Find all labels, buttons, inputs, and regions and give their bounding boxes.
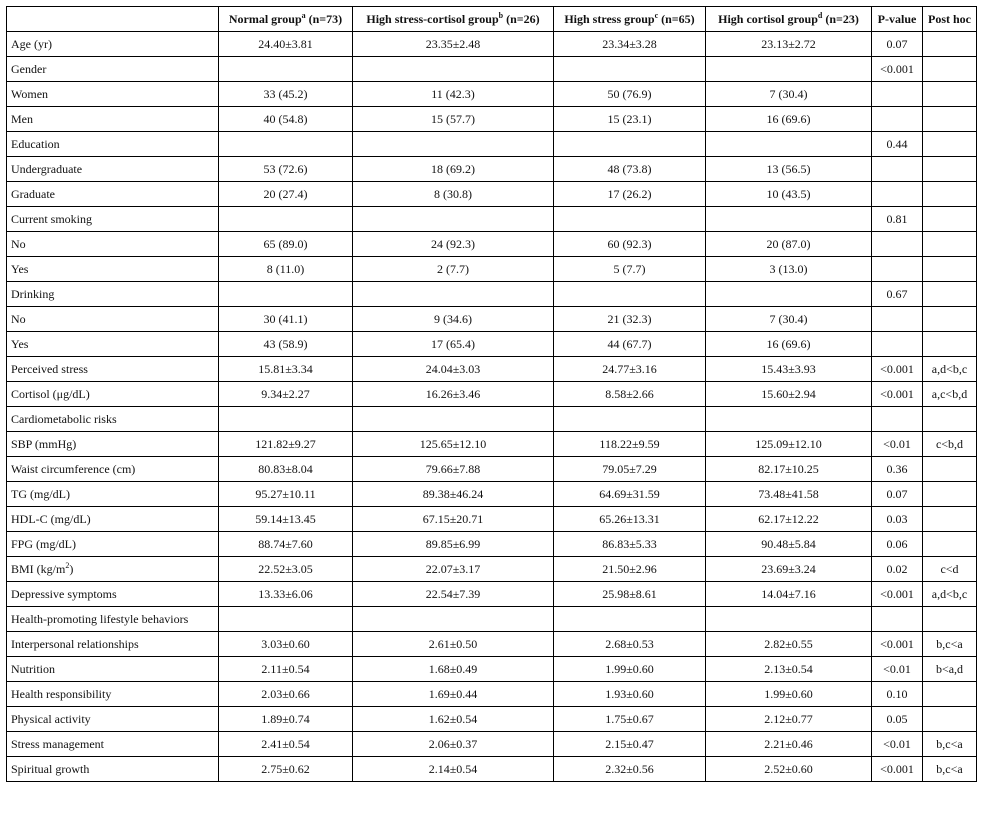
table-row: [7, 432, 977, 457]
cell-high-stress: [554, 132, 706, 157]
header-high-cortisol-group: High cortisol group$^d$ (n=23): [706, 7, 872, 32]
cell-p-value: [872, 307, 923, 332]
cell-variable: No: [7, 307, 219, 332]
cell-high-stress-cortisol: 89.38±46.24: [353, 482, 554, 507]
table-row: [7, 132, 977, 157]
cell-p-value: [872, 157, 923, 182]
characteristics-table: [6, 6, 977, 782]
table-row: [7, 82, 977, 107]
cell-high-stress-cortisol: [353, 207, 554, 232]
cell-high-stress: 79.05±7.29: [554, 457, 706, 482]
cell-post-hoc: b,c<a: [923, 632, 977, 657]
cell-p-value: <0.001: [872, 632, 923, 657]
cell-post-hoc: [923, 257, 977, 282]
table-row: [7, 232, 977, 257]
cell-variable: Cardiometabolic risks: [7, 407, 219, 432]
cell-high-cortisol: 23.13±2.72: [706, 32, 872, 57]
cell-high-cortisol: [706, 407, 872, 432]
cell-normal: [219, 607, 353, 632]
cell-variable: SBP (mmHg): [7, 432, 219, 457]
table-row: [7, 682, 977, 707]
cell-high-cortisol: [706, 282, 872, 307]
table-row: [7, 532, 977, 557]
cell-high-stress-cortisol: 11 (42.3): [353, 82, 554, 107]
cell-p-value: 0.07: [872, 32, 923, 57]
cell-high-stress-cortisol: [353, 407, 554, 432]
cell-p-value: 0.10: [872, 682, 923, 707]
table-row: [7, 732, 977, 757]
header-p-value: P-value: [872, 7, 923, 32]
cell-high-stress: 86.83±5.33: [554, 532, 706, 557]
cell-post-hoc: [923, 607, 977, 632]
cell-post-hoc: [923, 682, 977, 707]
cell-post-hoc: [923, 707, 977, 732]
cell-normal: [219, 132, 353, 157]
cell-high-cortisol: 2.82±0.55: [706, 632, 872, 657]
cell-p-value: <0.001: [872, 57, 923, 82]
cell-high-stress-cortisol: 1.69±0.44: [353, 682, 554, 707]
cell-p-value: <0.01: [872, 657, 923, 682]
cell-variable: FPG (mg/dL): [7, 532, 219, 557]
cell-post-hoc: a,d<b,c: [923, 582, 977, 607]
cell-high-stress: 17 (26.2): [554, 182, 706, 207]
cell-post-hoc: [923, 132, 977, 157]
cell-high-stress-cortisol: 89.85±6.99: [353, 532, 554, 557]
table-row: [7, 607, 977, 632]
table-body: [7, 32, 977, 782]
cell-high-stress: 25.98±8.61: [554, 582, 706, 607]
cell-p-value: <0.01: [872, 432, 923, 457]
cell-high-cortisol: 15.43±3.93: [706, 357, 872, 382]
cell-p-value: <0.01: [872, 732, 923, 757]
cell-post-hoc: b<a,d: [923, 657, 977, 682]
cell-post-hoc: [923, 57, 977, 82]
cell-variable: Waist circumference (cm): [7, 457, 219, 482]
cell-high-stress-cortisol: 22.07±3.17: [353, 557, 554, 582]
cell-high-stress: 21.50±2.96: [554, 557, 706, 582]
table-row: [7, 207, 977, 232]
cell-high-stress-cortisol: 1.68±0.49: [353, 657, 554, 682]
cell-p-value: <0.001: [872, 357, 923, 382]
cell-normal: 2.03±0.66: [219, 682, 353, 707]
cell-normal: 13.33±6.06: [219, 582, 353, 607]
cell-normal: 88.74±7.60: [219, 532, 353, 557]
cell-high-stress-cortisol: 9 (34.6): [353, 307, 554, 332]
table-row: [7, 32, 977, 57]
cell-post-hoc: [923, 207, 977, 232]
cell-variable: Depressive symptoms: [7, 582, 219, 607]
cell-normal: 1.89±0.74: [219, 707, 353, 732]
cell-high-stress: 2.32±0.56: [554, 757, 706, 782]
cell-variable: TG (mg/dL): [7, 482, 219, 507]
cell-high-stress: 23.34±3.28: [554, 32, 706, 57]
cell-p-value: [872, 332, 923, 357]
cell-high-stress: 60 (92.3): [554, 232, 706, 257]
cell-p-value: [872, 182, 923, 207]
cell-high-cortisol: 20 (87.0): [706, 232, 872, 257]
cell-high-cortisol: [706, 57, 872, 82]
cell-normal: 9.34±2.27: [219, 382, 353, 407]
cell-post-hoc: [923, 532, 977, 557]
cell-high-cortisol: 7 (30.4): [706, 82, 872, 107]
cell-high-stress-cortisol: 67.15±20.71: [353, 507, 554, 532]
cell-high-cortisol: 1.99±0.60: [706, 682, 872, 707]
cell-high-cortisol: 15.60±2.94: [706, 382, 872, 407]
cell-high-cortisol: 2.52±0.60: [706, 757, 872, 782]
cell-normal: 53 (72.6): [219, 157, 353, 182]
cell-high-stress-cortisol: 1.62±0.54: [353, 707, 554, 732]
cell-high-cortisol: 13 (56.5): [706, 157, 872, 182]
cell-p-value: <0.001: [872, 382, 923, 407]
cell-post-hoc: [923, 157, 977, 182]
cell-variable: Gender: [7, 57, 219, 82]
cell-p-value: 0.44: [872, 132, 923, 157]
cell-high-stress-cortisol: 2.06±0.37: [353, 732, 554, 757]
cell-high-stress-cortisol: 23.35±2.48: [353, 32, 554, 57]
cell-variable: Men: [7, 107, 219, 132]
cell-p-value: [872, 407, 923, 432]
cell-high-cortisol: 14.04±7.16: [706, 582, 872, 607]
cell-post-hoc: [923, 457, 977, 482]
cell-p-value: <0.001: [872, 757, 923, 782]
cell-high-stress-cortisol: 18 (69.2): [353, 157, 554, 182]
cell-high-stress: 118.22±9.59: [554, 432, 706, 457]
cell-normal: 8 (11.0): [219, 257, 353, 282]
cell-high-cortisol: 125.09±12.10: [706, 432, 872, 457]
table-row: [7, 182, 977, 207]
cell-high-stress-cortisol: 2 (7.7): [353, 257, 554, 282]
cell-variable: Yes: [7, 332, 219, 357]
cell-post-hoc: [923, 507, 977, 532]
cell-high-cortisol: 73.48±41.58: [706, 482, 872, 507]
cell-high-cortisol: 82.17±10.25: [706, 457, 872, 482]
cell-normal: 24.40±3.81: [219, 32, 353, 57]
header-high-stress-group: High stress group$^c$ (n=65): [554, 7, 706, 32]
cell-high-stress-cortisol: 125.65±12.10: [353, 432, 554, 457]
cell-normal: 33 (45.2): [219, 82, 353, 107]
cell-variable: Health-promoting lifestyle behaviors: [7, 607, 219, 632]
cell-p-value: [872, 107, 923, 132]
cell-normal: 2.75±0.62: [219, 757, 353, 782]
cell-high-cortisol: 7 (30.4): [706, 307, 872, 332]
cell-variable: Drinking: [7, 282, 219, 307]
cell-normal: 20 (27.4): [219, 182, 353, 207]
cell-p-value: <0.001: [872, 582, 923, 607]
cell-variable: Interpersonal relationships: [7, 632, 219, 657]
cell-post-hoc: c<d: [923, 557, 977, 582]
cell-high-cortisol: 2.13±0.54: [706, 657, 872, 682]
cell-high-stress-cortisol: 79.66±7.88: [353, 457, 554, 482]
cell-high-stress-cortisol: 24.04±3.03: [353, 357, 554, 382]
cell-high-cortisol: [706, 207, 872, 232]
cell-high-stress: 2.15±0.47: [554, 732, 706, 757]
cell-high-stress: 48 (73.8): [554, 157, 706, 182]
cell-p-value: 0.06: [872, 532, 923, 557]
cell-high-cortisol: 16 (69.6): [706, 107, 872, 132]
cell-normal: [219, 282, 353, 307]
header-row: [7, 7, 977, 32]
cell-high-stress: [554, 607, 706, 632]
cell-variable: Health responsibility: [7, 682, 219, 707]
cell-post-hoc: [923, 332, 977, 357]
table-row: [7, 707, 977, 732]
cell-variable: No: [7, 232, 219, 257]
cell-post-hoc: [923, 232, 977, 257]
cell-variable: Spiritual growth: [7, 757, 219, 782]
cell-post-hoc: [923, 32, 977, 57]
cell-high-cortisol: 23.69±3.24: [706, 557, 872, 582]
cell-variable: Physical activity: [7, 707, 219, 732]
cell-high-stress: 21 (32.3): [554, 307, 706, 332]
cell-high-stress: 8.58±2.66: [554, 382, 706, 407]
cell-variable: Undergraduate: [7, 157, 219, 182]
cell-normal: 2.11±0.54: [219, 657, 353, 682]
cell-high-stress: [554, 282, 706, 307]
cell-variable: Graduate: [7, 182, 219, 207]
cell-high-stress-cortisol: 2.14±0.54: [353, 757, 554, 782]
cell-variable: Perceived stress: [7, 357, 219, 382]
cell-p-value: [872, 232, 923, 257]
header-post-hoc: Post hoc: [923, 7, 977, 32]
cell-variable: Age (yr): [7, 32, 219, 57]
cell-high-cortisol: 2.21±0.46: [706, 732, 872, 757]
cell-high-stress-cortisol: 8 (30.8): [353, 182, 554, 207]
cell-p-value: 0.07: [872, 482, 923, 507]
cell-high-cortisol: 2.12±0.77: [706, 707, 872, 732]
cell-variable: Yes: [7, 257, 219, 282]
cell-p-value: [872, 82, 923, 107]
cell-post-hoc: [923, 407, 977, 432]
cell-high-stress-cortisol: [353, 282, 554, 307]
cell-high-stress-cortisol: [353, 57, 554, 82]
cell-variable: Cortisol (μg/dL): [7, 382, 219, 407]
cell-post-hoc: b,c<a: [923, 757, 977, 782]
cell-high-cortisol: 16 (69.6): [706, 332, 872, 357]
cell-p-value: 0.05: [872, 707, 923, 732]
cell-normal: 3.03±0.60: [219, 632, 353, 657]
cell-normal: [219, 207, 353, 232]
cell-high-stress-cortisol: 16.26±3.46: [353, 382, 554, 407]
cell-variable: Current smoking: [7, 207, 219, 232]
cell-post-hoc: [923, 107, 977, 132]
table-row: [7, 582, 977, 607]
cell-normal: 95.27±10.11: [219, 482, 353, 507]
table-row: [7, 257, 977, 282]
cell-post-hoc: [923, 82, 977, 107]
cell-high-cortisol: [706, 132, 872, 157]
table-row: [7, 482, 977, 507]
table-row: [7, 282, 977, 307]
cell-normal: 43 (58.9): [219, 332, 353, 357]
cell-p-value: 0.02: [872, 557, 923, 582]
cell-high-cortisol: 90.48±5.84: [706, 532, 872, 557]
cell-high-stress: 44 (67.7): [554, 332, 706, 357]
cell-normal: 22.52±3.05: [219, 557, 353, 582]
cell-post-hoc: [923, 307, 977, 332]
cell-normal: 15.81±3.34: [219, 357, 353, 382]
cell-variable: Education: [7, 132, 219, 157]
cell-post-hoc: [923, 182, 977, 207]
cell-high-stress-cortisol: 17 (65.4): [353, 332, 554, 357]
header-high-stress-cortisol-group: High stress-cortisol group$^b$ (n=26): [353, 7, 554, 32]
cell-high-stress-cortisol: [353, 132, 554, 157]
cell-high-stress: 15 (23.1): [554, 107, 706, 132]
cell-high-stress: 1.93±0.60: [554, 682, 706, 707]
cell-high-stress: 65.26±13.31: [554, 507, 706, 532]
cell-post-hoc: a,c<b,d: [923, 382, 977, 407]
table-row: [7, 457, 977, 482]
cell-p-value: 0.03: [872, 507, 923, 532]
cell-normal: 121.82±9.27: [219, 432, 353, 457]
table-row: [7, 332, 977, 357]
cell-high-stress: 1.75±0.67: [554, 707, 706, 732]
cell-high-stress: 64.69±31.59: [554, 482, 706, 507]
cell-p-value: 0.81: [872, 207, 923, 232]
cell-high-stress: 2.68±0.53: [554, 632, 706, 657]
cell-high-stress-cortisol: 24 (92.3): [353, 232, 554, 257]
cell-normal: 40 (54.8): [219, 107, 353, 132]
cell-high-cortisol: 10 (43.5): [706, 182, 872, 207]
cell-high-cortisol: 3 (13.0): [706, 257, 872, 282]
cell-high-stress-cortisol: 15 (57.7): [353, 107, 554, 132]
cell-normal: 59.14±13.45: [219, 507, 353, 532]
cell-normal: [219, 407, 353, 432]
cell-post-hoc: [923, 482, 977, 507]
table-row: [7, 507, 977, 532]
table-row: [7, 407, 977, 432]
table-row: [7, 657, 977, 682]
cell-p-value: [872, 607, 923, 632]
table-row: [7, 57, 977, 82]
cell-variable: Women: [7, 82, 219, 107]
cell-high-stress: [554, 407, 706, 432]
table-row: [7, 557, 977, 582]
cell-p-value: [872, 257, 923, 282]
header-variable: [7, 7, 219, 32]
cell-post-hoc: b,c<a: [923, 732, 977, 757]
cell-high-cortisol: 62.17±12.22: [706, 507, 872, 532]
table-row: [7, 757, 977, 782]
cell-high-stress: 5 (7.7): [554, 257, 706, 282]
cell-variable: BMI $(kg/m^2)$: [7, 557, 219, 582]
cell-normal: 2.41±0.54: [219, 732, 353, 757]
cell-normal: 30 (41.1): [219, 307, 353, 332]
cell-post-hoc: [923, 282, 977, 307]
cell-variable: HDL-C (mg/dL): [7, 507, 219, 532]
cell-variable: Nutrition: [7, 657, 219, 682]
cell-p-value: 0.36: [872, 457, 923, 482]
table-row: [7, 157, 977, 182]
header-normal-group: Normal group$^a$ (n=73): [219, 7, 353, 32]
cell-high-stress-cortisol: [353, 607, 554, 632]
cell-post-hoc: c<b,d: [923, 432, 977, 457]
cell-p-value: 0.67: [872, 282, 923, 307]
cell-high-stress: [554, 207, 706, 232]
cell-high-cortisol: [706, 607, 872, 632]
cell-post-hoc: a,d<b,c: [923, 357, 977, 382]
table-row: [7, 382, 977, 407]
cell-high-stress: [554, 57, 706, 82]
cell-high-stress: 24.77±3.16: [554, 357, 706, 382]
cell-variable: Stress management: [7, 732, 219, 757]
cell-high-stress-cortisol: 22.54±7.39: [353, 582, 554, 607]
table-row: [7, 632, 977, 657]
cell-normal: 80.83±8.04: [219, 457, 353, 482]
cell-normal: [219, 57, 353, 82]
table-row: [7, 357, 977, 382]
cell-high-stress: 1.99±0.60: [554, 657, 706, 682]
cell-normal: 65 (89.0): [219, 232, 353, 257]
table-row: [7, 307, 977, 332]
table-row: [7, 107, 977, 132]
cell-high-stress-cortisol: 2.61±0.50: [353, 632, 554, 657]
cell-high-stress: 50 (76.9): [554, 82, 706, 107]
